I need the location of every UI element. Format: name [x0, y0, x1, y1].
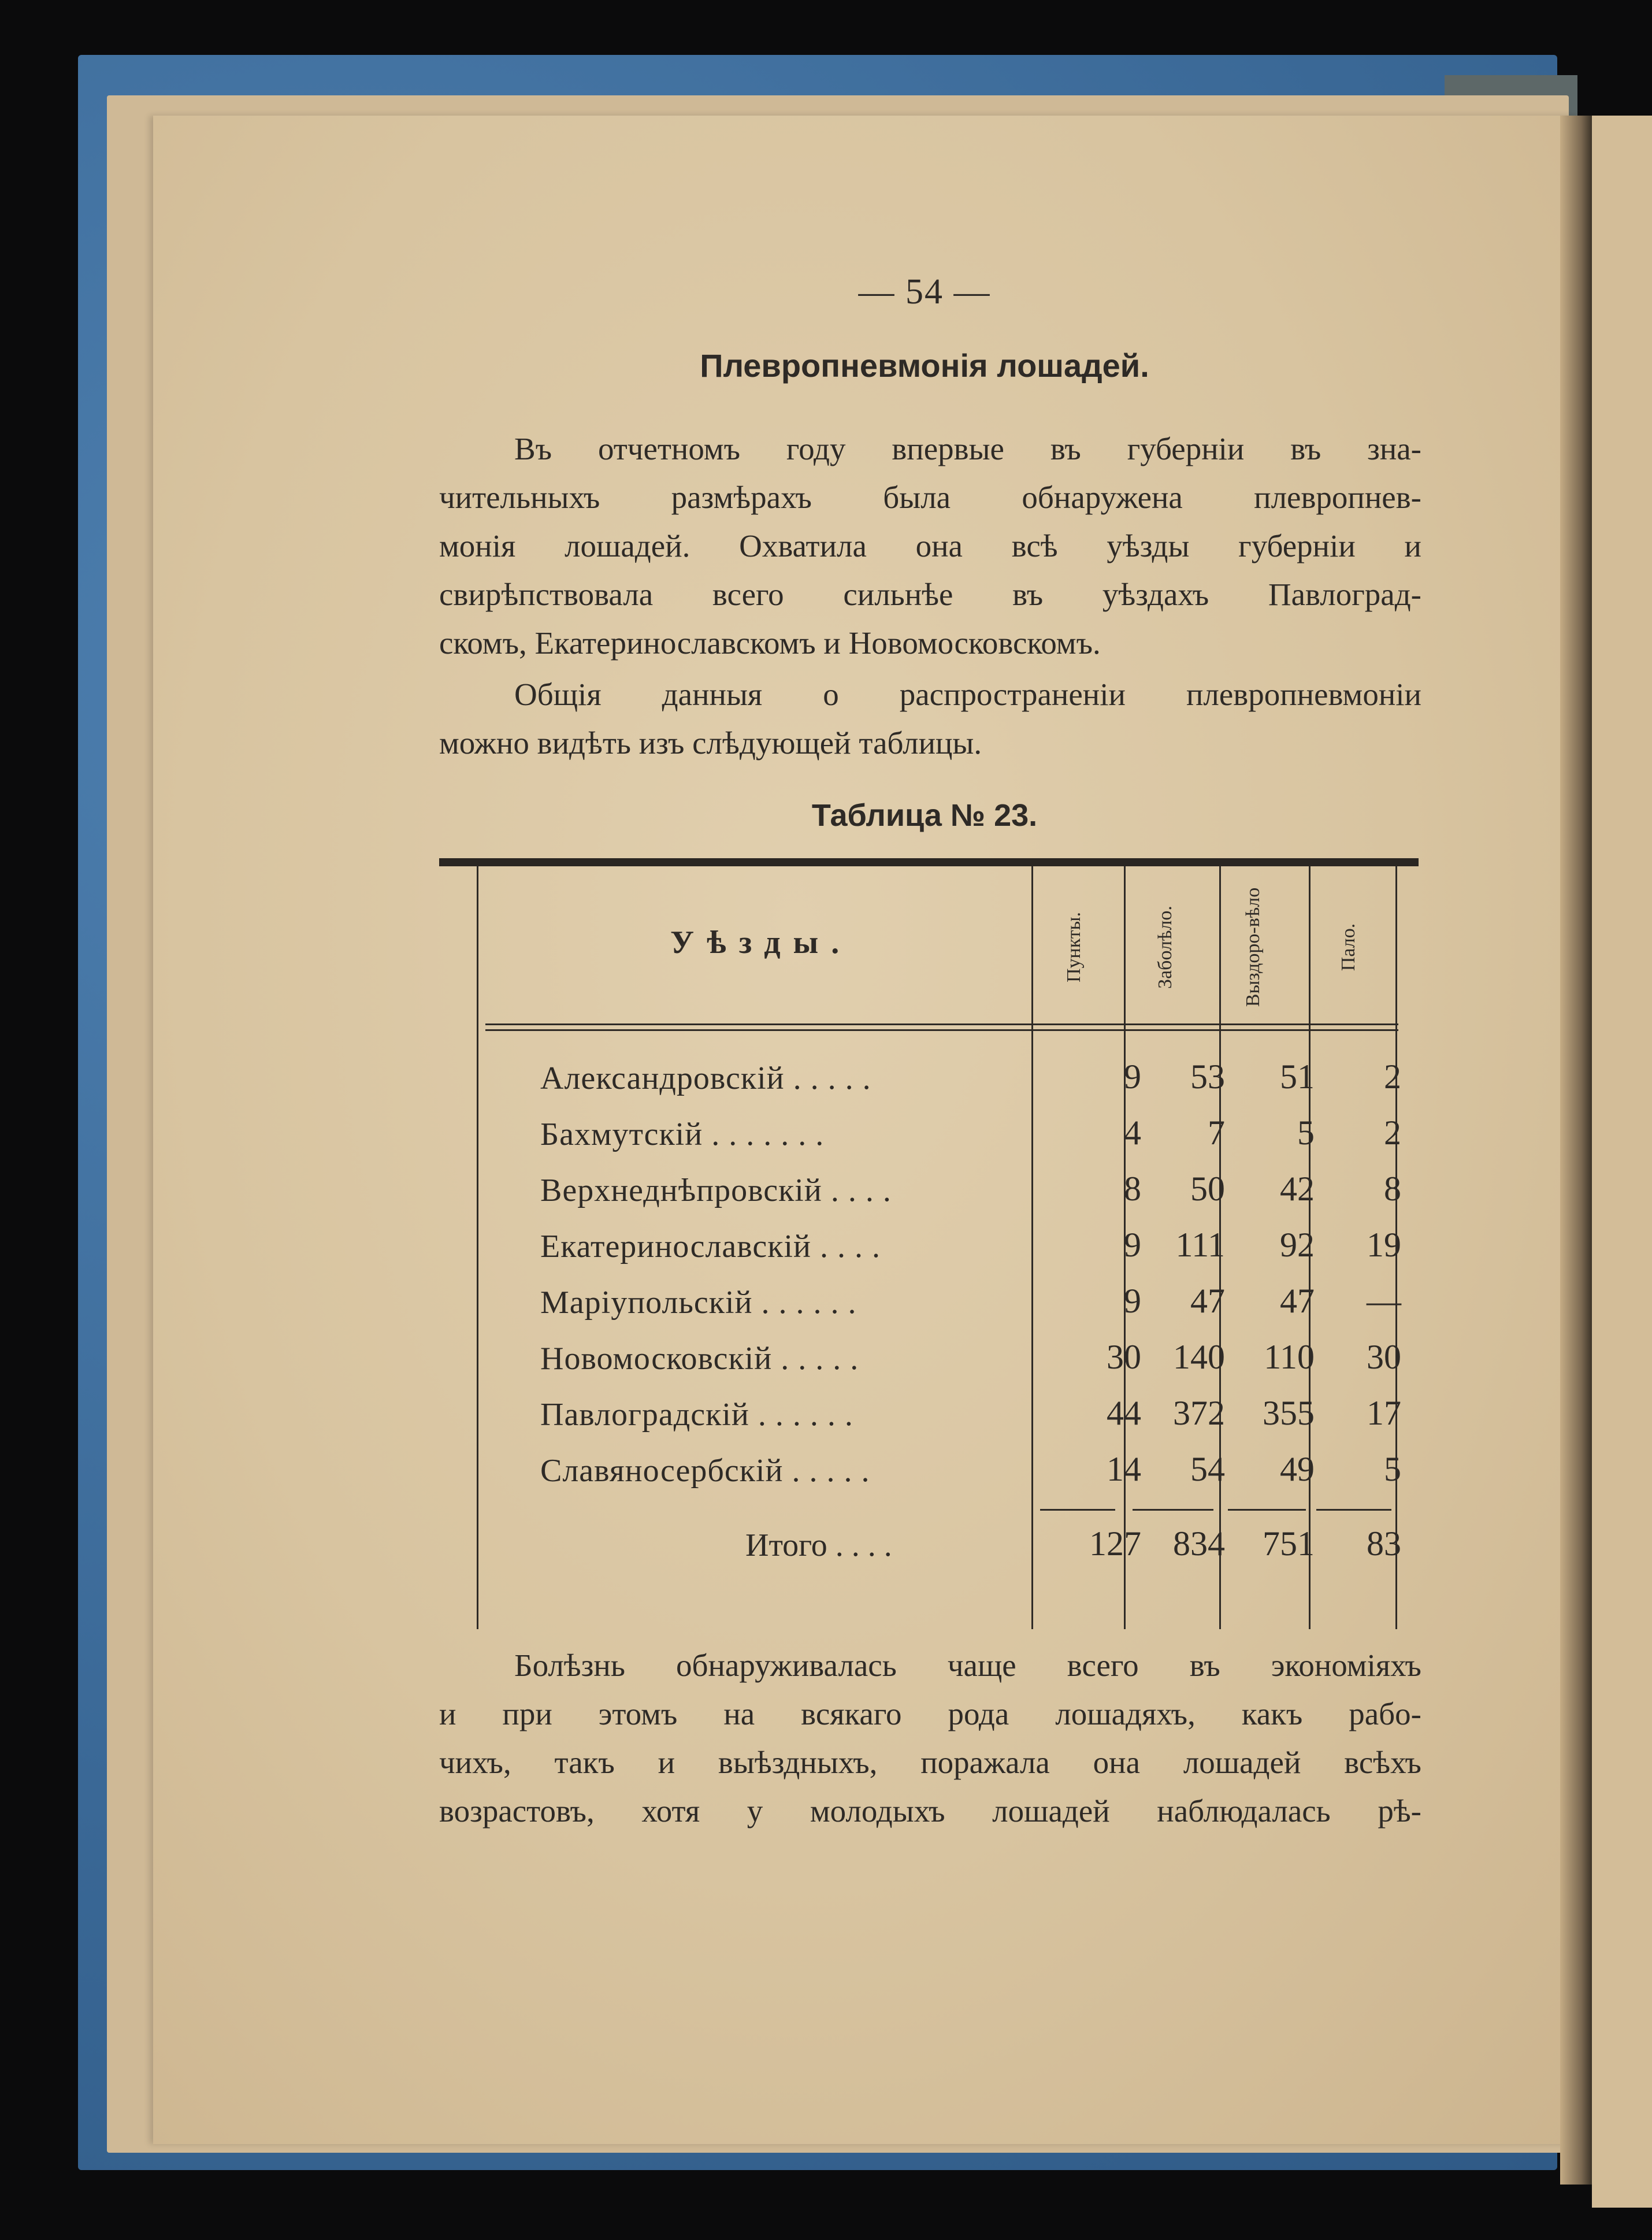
paragraph-line: возрастовъ, хотя у молодыхъ лошадей наблюдалась рѣ- [439, 1793, 1421, 1829]
cell-punkty: 14 [1107, 1450, 1141, 1488]
cell-punkty: 30 [1107, 1338, 1141, 1376]
paragraph-line: скомъ, Екатеринославскомъ и Новомосковскомъ. [439, 625, 1101, 661]
cell-vyzdorovelo: 51 [1280, 1058, 1315, 1096]
cell-palo: 19 [1367, 1226, 1401, 1264]
cell-palo: 5 [1384, 1450, 1401, 1488]
total-label: Итого . . . . [745, 1527, 892, 1563]
cell-zabolelo: 140 [1173, 1338, 1225, 1376]
paragraph-line: можно видѣть изъ слѣдующей таблицы. [439, 725, 982, 761]
header-uezdy: Уѣзды. [670, 925, 852, 960]
book-gutter [1560, 116, 1595, 2185]
cell-zabolelo: 53 [1190, 1058, 1225, 1096]
total-vyzdorovelo: 751 [1263, 1525, 1315, 1563]
row-name: Екатеринославскій . . . . [540, 1229, 881, 1264]
cell-vyzdorovelo: 355 [1263, 1394, 1315, 1432]
row-name: Бахмутскій . . . . . . . [540, 1117, 825, 1152]
row-name: Новомосковскій . . . . . [540, 1341, 859, 1377]
total-punkty: 127 [1089, 1525, 1141, 1563]
total-rule [1133, 1509, 1213, 1511]
header-rule [485, 1023, 1398, 1025]
cell-zabolelo: 7 [1208, 1114, 1225, 1152]
cell-palo: — [1367, 1282, 1401, 1320]
paragraph-line: свирѣпствовала всего сильнѣе въ уѣздахъ Павлоград- [439, 577, 1421, 612]
paragraph-intro [439, 425, 1421, 667]
cell-vyzdorovelo: 47 [1280, 1282, 1315, 1320]
table-border-left [477, 866, 478, 1629]
cell-punkty: 44 [1107, 1394, 1141, 1432]
table-caption: Таблица № 23. [811, 798, 1038, 833]
cell-punkty: 9 [1124, 1282, 1141, 1320]
cell-vyzdorovelo: 92 [1280, 1226, 1315, 1264]
row-name: Александровскій . . . . . [540, 1060, 871, 1096]
header-zabolelo: Заболѣло. [1154, 906, 1176, 989]
paragraph-line: и при этомъ на всякаго рода лошадяхъ, какъ рабо- [439, 1696, 1421, 1731]
cell-zabolelo: 50 [1190, 1170, 1225, 1208]
header-punkty: Пункты. [1063, 911, 1085, 983]
column-divider [1031, 866, 1037, 1629]
cell-zabolelo: 372 [1173, 1394, 1225, 1432]
facing-page-edge [1592, 116, 1652, 2208]
cell-palo: 2 [1384, 1058, 1401, 1096]
paragraph-line: монія лошадей. Охватила она всѣ уѣзды губерніи и [439, 528, 1421, 563]
total-rule [1040, 1509, 1115, 1511]
row-name: Павлоградскій . . . . . . [540, 1397, 853, 1433]
cell-zabolelo: 111 [1175, 1226, 1225, 1264]
header-rule [485, 1029, 1398, 1031]
paragraph-disease-notes [439, 1641, 1421, 1835]
table-top-rule [439, 858, 1419, 866]
section-title: Плевропневмонія лошадей. [700, 347, 1149, 384]
cell-palo: 17 [1367, 1394, 1401, 1432]
cell-palo: 8 [1384, 1170, 1401, 1208]
row-name: Маріупольскій . . . . . . [540, 1285, 857, 1321]
page-number: — 54 — [858, 272, 991, 311]
data-table [439, 866, 1421, 1635]
header-palo: Пало. [1338, 923, 1359, 971]
total-zabolelo: 834 [1173, 1525, 1225, 1563]
cell-vyzdorovelo: 110 [1264, 1338, 1315, 1376]
total-palo: 83 [1367, 1525, 1401, 1563]
total-rule [1228, 1509, 1306, 1511]
cell-punkty: 9 [1124, 1226, 1141, 1264]
paragraph-line: чительныхъ размѣрахъ была обнаружена плевропнев- [439, 480, 1421, 515]
row-name: Верхнеднѣпровскій . . . . [540, 1173, 892, 1208]
cell-punkty: 4 [1124, 1114, 1141, 1152]
cell-vyzdorovelo: 49 [1280, 1450, 1315, 1488]
paragraph-line: чихъ, такъ и выѣздныхъ, поражала она лошадей всѣхъ [439, 1745, 1421, 1780]
paragraph-line: Общія данныя о распространеніи плевропневмоніи [514, 677, 1421, 712]
total-rule [1316, 1509, 1391, 1511]
cell-vyzdorovelo: 42 [1280, 1170, 1315, 1208]
cell-palo: 30 [1367, 1338, 1401, 1376]
cell-vyzdorovelo: 5 [1297, 1114, 1315, 1152]
cell-palo: 2 [1384, 1114, 1401, 1152]
paragraph-line: Въ отчетномъ году впервые въ губерніи въ зна- [514, 431, 1421, 466]
paragraph-table-intro [439, 670, 1421, 767]
cell-zabolelo: 47 [1190, 1282, 1225, 1320]
paragraph-line: Болѣзнь обнаруживалась чаще всего въ экономіяхъ [514, 1648, 1421, 1683]
cell-punkty: 8 [1124, 1170, 1141, 1208]
header-vyzdorovelo: Выздоро-вѣло [1242, 887, 1264, 1007]
cell-zabolelo: 54 [1190, 1450, 1225, 1488]
cell-punkty: 9 [1124, 1058, 1141, 1096]
row-name: Славяносербскій . . . . . [540, 1453, 870, 1489]
